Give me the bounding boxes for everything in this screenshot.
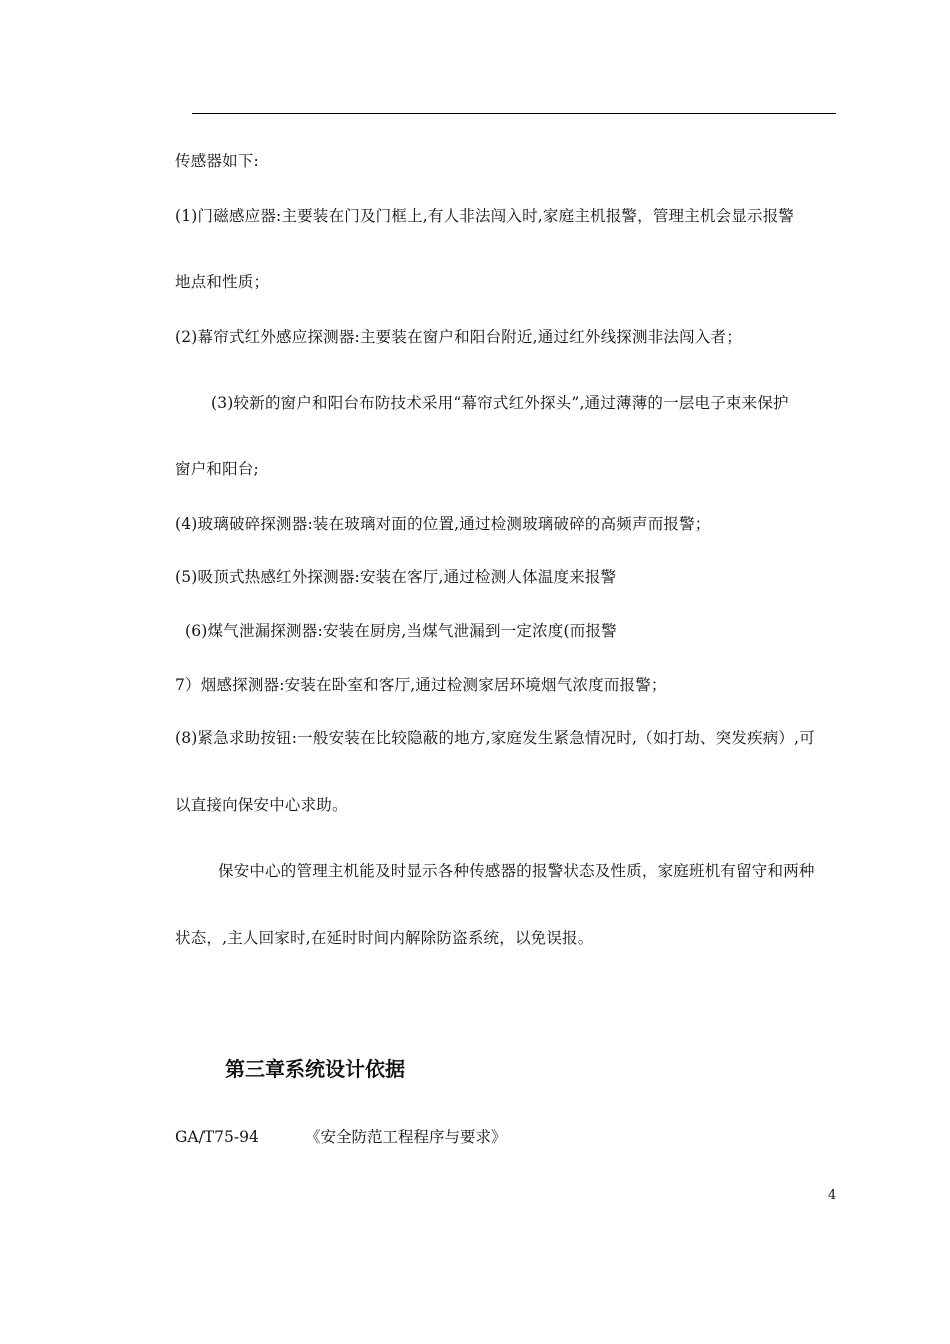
page-number: 4 <box>828 1188 837 1203</box>
text-line-emergency-button-cont: 以直接向保安中心求助。 <box>175 796 348 814</box>
text-line-door-sensor-cont: 地点和性质； <box>175 273 270 291</box>
text-line-emergency-button: (8)紧急求助按钮:一般安装在比较隐蔽的地方,家庭发生紧急情况时,（如打劫、突发疾病）,可 <box>175 729 815 747</box>
text-line-curtain-technology-cont: 窗户和阳台; <box>175 460 259 478</box>
text-line-gas-leak-detector: (6)煤气泄漏探测器:安装在厨房,当煤气泄漏到一定浓度(而报警 <box>185 622 617 640</box>
standard-code: GA/T75-94 <box>175 1128 259 1146</box>
text-line-glass-break-detector: (4)玻璃破碎探测器:装在玻璃对面的位置,通过检测玻璃破碎的高频声而报警； <box>175 515 711 533</box>
text-line-door-sensor: (1)门磁感应器:主要装在门及门框上,有人非法闯入时,家庭主机报警，管理主机会显示报警 <box>175 207 795 225</box>
text-line-security-center-cont: 状态，,主人回家时,在延时时间内解除防盗系统，以免误报。 <box>175 929 594 947</box>
header-rule <box>192 113 836 114</box>
text-line-smoke-detector: 7）烟感探测器:安装在卧室和客厅,通过检测家居环境烟气浓度而报警； <box>175 676 667 694</box>
text-line-curtain-detector: (2)幕帘式红外感应探测器:主要装在窗户和阳台附近,通过红外线探测非法闯入者； <box>175 328 742 346</box>
chapter-title: 第三章系统设计依据 <box>225 1057 405 1081</box>
standard-title: 《安全防范工程程序与要求》 <box>305 1128 507 1146</box>
text-line-curtain-technology: (3)较新的窗户和阳台布防技术采用“幕帘式红外探头”,通过薄薄的一层电子束来保护 <box>211 394 789 412</box>
standard-reference <box>175 1127 507 1147</box>
text-line-security-center: 保安中心的管理主机能及时显示各种传感器的报警状态及性质，家庭班机有留守和两种 <box>218 862 815 880</box>
text-line-sensors-intro: 传感器如下: <box>175 152 259 170</box>
text-line-ceiling-infrared-detector: (5)吸顶式热感红外探测器:安装在客厅,通过检测人体温度来报警 <box>175 568 617 586</box>
